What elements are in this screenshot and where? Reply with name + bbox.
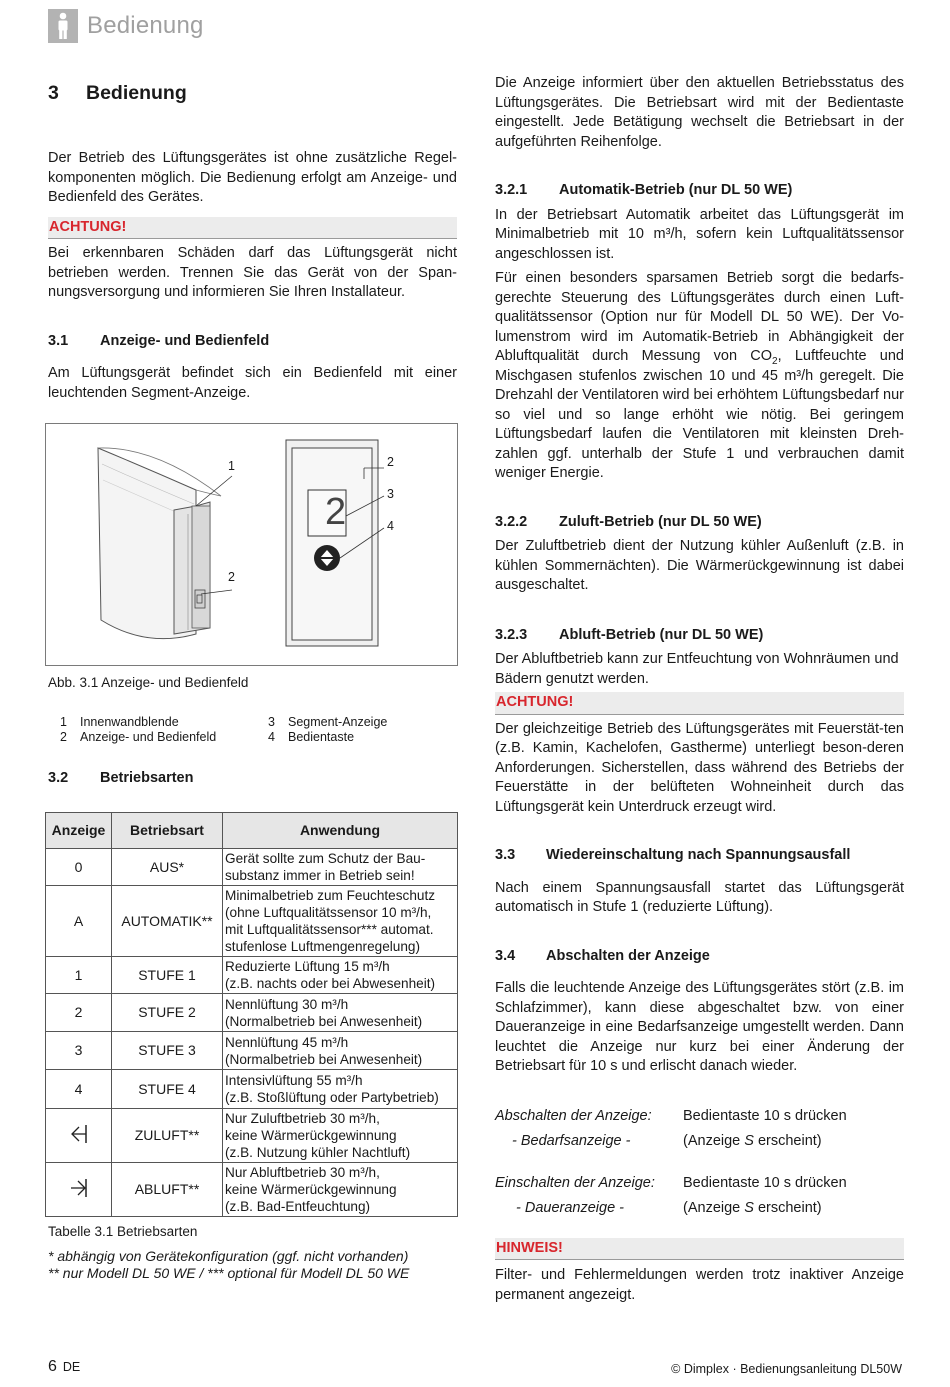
display-cell xyxy=(46,1163,112,1217)
usage-line: mit Luftqualitätssensor*** automat. xyxy=(225,922,434,937)
table-row xyxy=(46,957,458,994)
text-part: erscheint) xyxy=(753,1200,822,1216)
usage-line: Nennlüftung 45 m³/h xyxy=(225,1034,349,1050)
section-3-2-1-text-1: In der Betriebsart Automatik arbeitet das Lüftungsgerät im Minimalbetrieb mit 10 m³/h, sofern kein Luftqualitätssensor angeschlossen ist. xyxy=(495,206,904,262)
display-cell: 4 xyxy=(46,1070,112,1109)
section-3-4-heading xyxy=(495,947,904,967)
usage-line: (Normalbetrieb bei Anwesenheit) xyxy=(225,1051,423,1067)
legend-text: Anzeige- und Bedienfeld xyxy=(80,729,217,744)
usage-cell xyxy=(223,849,458,886)
usage-line: Nennlüftung 30 m³/h xyxy=(225,996,349,1012)
section-3-1-heading xyxy=(48,332,457,352)
switch-on-mode: - Daueranzeige - xyxy=(516,1200,624,1216)
usage-line: (z.B. nachts oder bei Abwesenheit) xyxy=(225,976,436,991)
section-title: Betriebsarten xyxy=(100,769,194,786)
usage-line: keine Wärmerückgewinnung xyxy=(225,1128,397,1143)
usage-line: Nur Abluftbetrieb 30 m³/h, xyxy=(225,1165,380,1180)
figure-caption: Abb. 3.1 Anzeige- und Bedienfeld xyxy=(48,675,249,690)
section-3-2-1-text-2 xyxy=(495,269,904,484)
section-3-2-2-heading xyxy=(495,513,904,533)
usage-line: keine Wärmerückgewinnung xyxy=(225,1182,397,1197)
section-number: 3.1 xyxy=(48,332,69,349)
display-cell: A xyxy=(46,886,112,957)
display-cell: 3 xyxy=(46,1032,112,1070)
section-3-2-heading xyxy=(48,769,457,789)
section-title: Bedienung xyxy=(86,82,187,104)
mode-cell: ZULUFT** xyxy=(112,1109,223,1163)
table-row xyxy=(46,1032,458,1070)
section-title: Abluft-Betrieb (nur DL 50 WE) xyxy=(559,626,764,643)
section-3-1-text: Am Lüftungsgerät befindet sich ein Bedienfeld mit einer leuchtenden Segment-Anzeige. xyxy=(48,365,457,401)
display-digit: 2 xyxy=(325,491,347,533)
warning-label: ACHTUNG! xyxy=(48,217,457,240)
callout-1: 1 xyxy=(228,459,235,473)
section-3-2-2-text: Der Zuluftbetrieb dient der Nutzung kühler Außenluft (z.B. in kühlen Sommernächten). Die Wärmerückgewinnung ist dabei ausgeschaltet. xyxy=(495,538,904,593)
legend-text: Bedientaste xyxy=(288,729,355,744)
section-number: 3 xyxy=(48,82,59,104)
switch-on-label: Einschalten der Anzeige: xyxy=(495,1174,655,1191)
callout-4: 4 xyxy=(387,519,394,533)
usage-line: Reduzierte Lüftung 15 m³/h xyxy=(225,959,390,974)
usage-cell xyxy=(223,994,458,1032)
display-switch-instructions xyxy=(495,1107,904,1219)
usage-line: Minimalbetrieb zum Feuchteschutz xyxy=(225,888,436,903)
operating-modes-table xyxy=(45,812,458,1217)
right-intro: Die Anzeige informiert über den aktuellen Betriebsstatus des Lüftungsgerätes. Die Betriebsart wird mit der Bedientaste eingestellt. Jede Betätigung wechselt die Betriebsart in der aufgeführten Reihenfolge. xyxy=(495,75,904,150)
section-number: 3.4 xyxy=(495,947,516,964)
footnote-1: * abhängig von Gerätekonfiguration (ggf. nicht vorhanden) xyxy=(48,1247,409,1264)
warning-label: ACHTUNG! xyxy=(495,692,904,715)
usage-cell xyxy=(223,957,458,994)
display-cell: 2 xyxy=(46,994,112,1032)
callout-2-panel: 2 xyxy=(387,455,394,469)
section-number: 3.2.3 xyxy=(495,626,528,643)
footer-copyright: © Dimplex · Bedienungsanleitung DL50W xyxy=(671,1362,902,1376)
table-row xyxy=(46,1109,458,1163)
header-title: Bedienung xyxy=(87,12,204,40)
usage-line: substanz immer in Betrieb sein! xyxy=(225,868,415,883)
switch-on-result xyxy=(683,1199,903,1219)
mode-cell: STUFE 4 xyxy=(112,1070,223,1109)
switch-off-label: Abschalten der Anzeige: xyxy=(495,1107,652,1124)
usage-line: Gerät sollte zum Schutz der Bau- xyxy=(225,851,426,866)
mode-cell: ABLUFT** xyxy=(112,1163,223,1217)
exhaust-air-arrow-icon xyxy=(70,1178,88,1198)
page-header xyxy=(48,8,204,44)
section-3-3-heading xyxy=(495,846,904,866)
usage-cell xyxy=(223,1032,458,1070)
section-title: Zuluft-Betrieb (nur DL 50 WE) xyxy=(559,513,762,530)
language-code: DE xyxy=(62,1360,81,1374)
footnote-2: ** nur Modell DL 50 WE / *** optional für Modell DL 50 WE xyxy=(48,1264,410,1281)
mode-cell: STUFE 2 xyxy=(112,994,223,1032)
text-part: (Anzeige xyxy=(683,1133,745,1149)
switch-off-result xyxy=(683,1132,903,1152)
section-number: 3.2.1 xyxy=(495,182,528,198)
section-title: Anzeige- und Bedienfeld xyxy=(100,332,270,349)
left-column xyxy=(48,78,457,1282)
person-icon xyxy=(48,9,78,43)
section-title: Automatik-Betrieb (nur DL 50 WE) xyxy=(559,182,793,198)
usage-line: stufenlose Luftmengenregelung) xyxy=(225,939,420,954)
usage-line: (z.B. Bad-Entfeuchtung) xyxy=(225,1199,371,1214)
mode-cell: STUFE 1 xyxy=(112,957,223,994)
intro-paragraph: Der Betrieb des Lüftungsgerätes ist ohne zusätzliche Regel-komponenten möglich. Die Bedienung erfolgt am Anzeige- und Bedienfeld des Gerätes. xyxy=(48,150,457,205)
table-caption: Tabelle 3.1 Betriebsarten xyxy=(48,1224,198,1239)
hint-label: HINWEIS! xyxy=(495,1238,904,1261)
table-row xyxy=(46,849,458,886)
text-part: S xyxy=(744,1133,754,1149)
usage-line: (z.B. Nutzung kühler Nachtluft) xyxy=(225,1145,411,1160)
legend-text: Segment-Anzeige xyxy=(288,714,388,729)
section-number: 3.2 xyxy=(48,769,69,786)
section-3-2-3-text: Der Abluftbetrieb kann zur Entfeuchtung von Wohnräumen und Bädern genutzt werden. xyxy=(495,651,899,687)
column-header: Anwendung xyxy=(223,813,458,849)
right-column xyxy=(495,74,904,1305)
usage-line: Intensivlüftung 55 m³/h xyxy=(225,1073,363,1088)
text-part: , Luftfeuchte und Mischgasen stufenlos zwischen 10 und 45 m³/h geregelt. Die Drehzahl der Ventilatoren wird bei erhöhtem Lüftungsbedarf nur so viel und so lange erhöht wie nötig. Bei geringem Lüftungsbedarf laufen die Ventilatoren mit kleinsten Dreh-zahlen ggf. unterhalb der Stufe 1 und verbrauchen damit weniger Energie. xyxy=(495,348,904,481)
usage-line: Nur Zuluftbetrieb 30 m³/h, xyxy=(225,1111,380,1126)
section-title: Wiedereinschaltung nach Spannungsausfall xyxy=(546,847,851,863)
mode-cell: AUTOMATIK** xyxy=(112,886,223,957)
section-title: Abschalten der Anzeige xyxy=(546,947,710,964)
switch-on-action: Bedientaste 10 s drücken xyxy=(683,1174,847,1191)
usage-cell xyxy=(223,886,458,957)
usage-cell xyxy=(223,1163,458,1217)
page-number xyxy=(48,1357,80,1378)
column-header: Anzeige xyxy=(46,813,112,849)
usage-cell xyxy=(223,1109,458,1163)
legend-number: 4 xyxy=(268,729,275,744)
hint-text: Filter- und Fehlermeldungen werden trotz inaktiver Anzeige permanent angezeigt. xyxy=(495,1267,904,1303)
supply-air-arrow-icon xyxy=(70,1124,88,1144)
text-part: Für einen besonders sparsamen Betrieb sorgt die bedarfs-gerechte Steuerung des Lüftungsgerätes durch einen Luft-qualitätssensor (Option nur für Modell DL 50 WE). Der Vo-lumenstrom wird im Automatik-Betrieb in Abhängigkeit der Abluftqualität durch Messung von CO xyxy=(495,270,904,364)
table-row xyxy=(46,886,458,957)
switch-off-action: Bedientaste 10 s drücken xyxy=(683,1107,847,1124)
text-part: erscheint) xyxy=(753,1133,822,1149)
section-3-2-1-heading xyxy=(495,181,904,201)
section-3-4-text: Falls die leuchtende Anzeige des Lüftungsgerätes stört (z.B. im Schlafzimmer), kann diese abgeschaltet bzw. von einer Daueranzeige in eine Bedarfsanzeige umgestellt werden. Dann leuchtet die Anzeige nur kurz bei einer Änderung der Betriebsart für 10 s und erlischt danach wieder. xyxy=(495,980,904,1074)
callout-3: 3 xyxy=(387,487,394,501)
column-header: Betriebsart xyxy=(112,813,223,849)
section-3-heading xyxy=(48,81,457,105)
device-wall-panel-illustration xyxy=(98,448,221,639)
legend-text: Innenwandblende xyxy=(80,714,179,729)
subscript: 2 xyxy=(772,355,778,367)
warning-text: Bei erkennbaren Schäden darf das Lüftungsgerät nicht betrieben werden. Trennen Sie das Gerät von der Span-nungsversorgung und informieren Sie Ihren Installateur. xyxy=(48,245,457,300)
usage-line: (ohne Luftqualitätssensor 10 m³/h, xyxy=(225,905,432,920)
section-3-3-text: Nach einem Spannungsausfall startet das Lüftungsgerät automatisch in Stufe 1 (reduzierte Lüftung). xyxy=(495,879,904,915)
switch-off-mode: - Bedarfsanzeige - xyxy=(512,1133,631,1149)
usage-line: (z.B. Stoßlüftung oder Partybetrieb) xyxy=(225,1090,439,1105)
display-cell: 0 xyxy=(46,849,112,886)
table-row xyxy=(46,1163,458,1217)
legend-number: 3 xyxy=(268,714,275,729)
table-header-row xyxy=(46,813,458,849)
text-part: (Anzeige xyxy=(683,1200,745,1216)
page-number-value: 6 xyxy=(48,1358,57,1375)
section-3-2-3-heading xyxy=(495,626,904,646)
usage-cell xyxy=(223,1070,458,1109)
section-number: 3.2.2 xyxy=(495,513,528,530)
mode-cell: AUS* xyxy=(112,849,223,886)
figure-control-panel xyxy=(45,423,458,666)
mode-cell: STUFE 3 xyxy=(112,1032,223,1070)
warning-text: Der gleichzeitige Betrieb des Lüftungsgerätes mit Feuerstät-ten (z.B. Kamin, Kachelofen, Gastherme) unterliegt beson-deren Anforderungen. Sicherstellen, dass während des Betriebs der Feuerstätte in der belüfteten Wohneinheit durch das Lüftungsgerät kein Unterdruck erzeugt wird. xyxy=(495,720,904,815)
display-cell: 1 xyxy=(46,957,112,994)
table-row xyxy=(46,1070,458,1109)
legend-number: 1 xyxy=(60,714,67,729)
usage-line: (Normalbetrieb bei Anwesenheit) xyxy=(225,1013,423,1029)
section-number: 3.3 xyxy=(495,847,516,863)
display-cell xyxy=(46,1109,112,1163)
legend-number: 2 xyxy=(60,729,67,744)
text-part: S xyxy=(744,1200,754,1216)
callout-2: 2 xyxy=(228,570,235,584)
figure-legend xyxy=(48,715,457,745)
table-row xyxy=(46,994,458,1032)
